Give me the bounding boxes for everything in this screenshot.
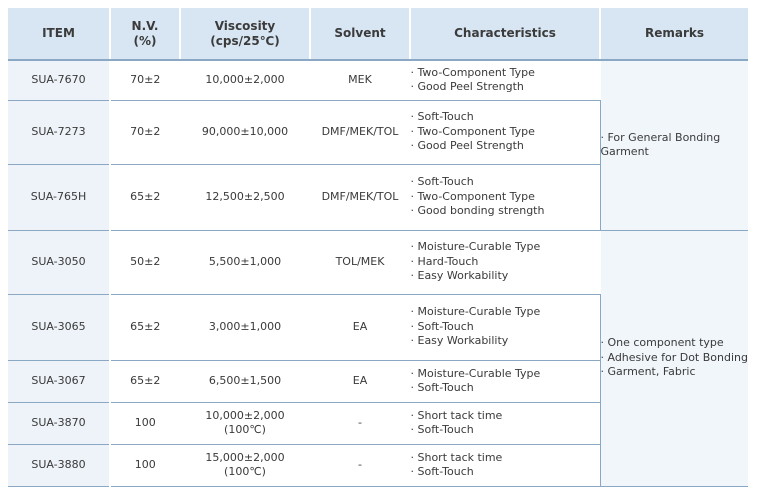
header-row [8,8,748,60]
characteristic-item: · Soft-Touch [410,423,474,436]
table-row [8,230,748,294]
solvent-cell: DMF/MEK/TOL [310,164,410,230]
header-item: ITEM [8,8,110,60]
characteristic-item: · Two-Component Type [410,124,535,138]
header-viscosity-line2: (cps/25℃) [210,33,280,48]
item-cell: SUA-7273 [8,100,110,164]
nv-cell: 65±2 [110,164,180,230]
product-spec-table [8,8,748,487]
item-cell: SUA-3050 [8,230,110,294]
viscosity-cell [180,294,310,360]
characteristics-cell [410,60,600,100]
table-row [8,60,748,100]
characteristics-cell [410,444,600,486]
item-cell: SUA-3065 [8,294,110,360]
characteristic-item: · Moisture-Curable Type [410,305,541,319]
viscosity-line: 15,000±2,000 [205,450,285,464]
solvent-cell: MEK [310,60,410,100]
solvent-cell: TOL/MEK [310,230,410,294]
characteristics-cell [410,360,600,402]
item-cell: SUA-3870 [8,402,110,444]
characteristic-item: · Easy Workability [410,334,509,348]
remarks-cell [600,60,748,230]
viscosity-line: 3,000±1,000 [208,319,282,333]
nv-cell: 100 [110,402,180,444]
viscosity-line: (100℃) [224,465,266,478]
solvent-cell: EA [310,360,410,402]
characteristic-item: · Short tack time [410,450,503,464]
characteristics-cell [410,294,600,360]
nv-cell: 70±2 [110,60,180,100]
viscosity-cell [180,402,310,444]
characteristic-item: · Hard-Touch [410,254,479,268]
characteristic-item: · Moisture-Curable Type [410,366,541,380]
characteristics-cell [410,164,600,230]
viscosity-line: (100℃) [224,423,266,436]
table-body [8,60,748,486]
nv-cell: 100 [110,444,180,486]
item-cell: SUA-7670 [8,60,110,100]
header-remarks: Remarks [600,8,748,60]
characteristic-item: · Soft-Touch [410,319,474,333]
characteristic-item: · Short tack time [410,408,503,422]
remark-item: · For General Bonding Garment [600,130,721,159]
characteristic-item: · Two-Component Type [410,189,535,203]
viscosity-line: 10,000±2,000 [205,408,285,422]
nv-cell: 65±2 [110,294,180,360]
header-nv-line2: (%) [133,33,157,48]
solvent-cell: - [310,402,410,444]
remarks-cell [600,230,748,486]
viscosity-cell [180,360,310,402]
header-viscosity-line1: Viscosity [214,18,276,33]
characteristic-item: · Moisture-Curable Type [410,240,541,254]
characteristic-item: · Two-Component Type [410,65,535,79]
header-nv [110,8,180,60]
item-cell: SUA-3067 [8,360,110,402]
header-viscosity [180,8,310,60]
solvent-cell: DMF/MEK/TOL [310,100,410,164]
characteristic-item: · Easy Workability [410,269,509,283]
solvent-cell: EA [310,294,410,360]
header-characteristics: Characteristics [410,8,600,60]
characteristics-cell [410,402,600,444]
characteristics-cell [410,100,600,164]
remark-item: · Garment, Fabric [600,365,696,379]
remark-item: · Adhesive for Dot Bonding [600,350,748,364]
viscosity-line: 90,000±10,000 [201,124,289,138]
characteristic-item: · Good bonding strength [410,204,545,218]
viscosity-cell [180,60,310,100]
viscosity-line: 12,500±2,500 [205,189,285,203]
characteristic-item: · Soft-Touch [410,175,474,189]
nv-cell: 65±2 [110,360,180,402]
characteristics-cell [410,230,600,294]
nv-cell: 70±2 [110,100,180,164]
viscosity-cell [180,444,310,486]
viscosity-line: 10,000±2,000 [205,73,285,86]
characteristic-item: · Soft-Touch [410,381,474,394]
viscosity-line: 5,500±1,000 [208,254,282,268]
characteristic-item: · Good Peel Strength [410,139,524,153]
viscosity-line: 6,500±1,500 [208,373,282,387]
item-cell: SUA-3880 [8,444,110,486]
characteristic-item: · Soft-Touch [410,110,474,124]
nv-cell: 50±2 [110,230,180,294]
remark-item: · One component type [600,336,724,350]
header-solvent: Solvent [310,8,410,60]
characteristic-item: · Soft-Touch [410,465,474,478]
viscosity-cell [180,164,310,230]
header-nv-line1: N.V. [131,18,159,33]
viscosity-cell [180,100,310,164]
solvent-cell: - [310,444,410,486]
viscosity-cell [180,230,310,294]
characteristic-item: · Good Peel Strength [410,80,524,94]
item-cell: SUA-765H [8,164,110,230]
